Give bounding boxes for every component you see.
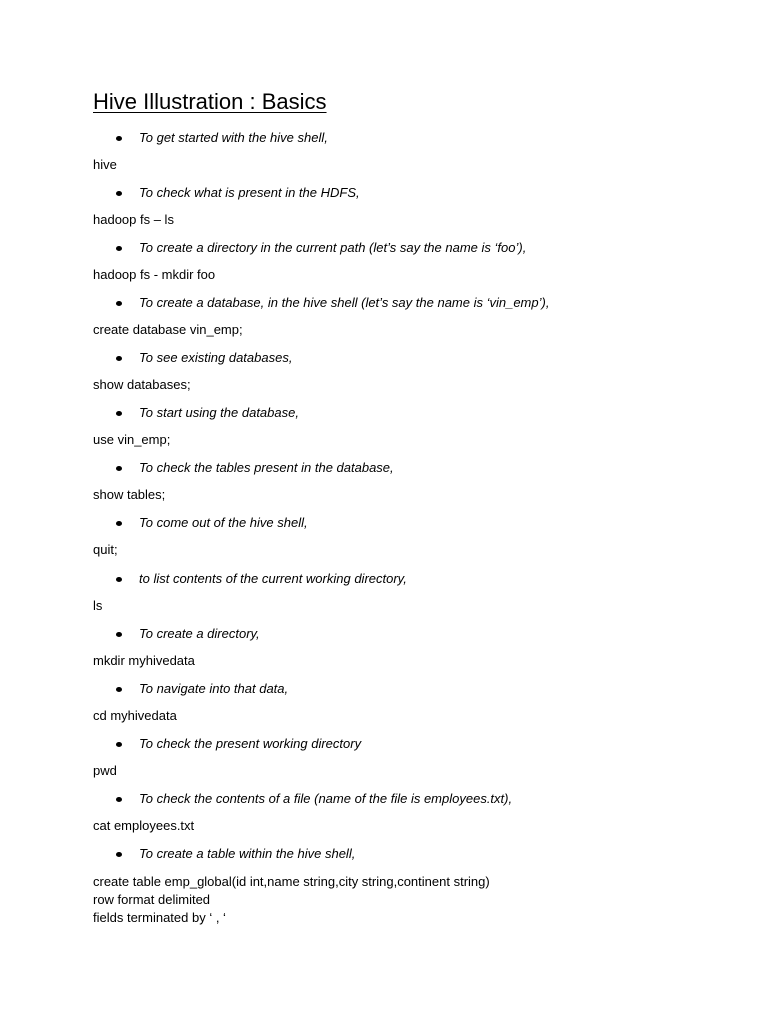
bullet-note <box>116 294 549 312</box>
bullet-icon <box>116 466 122 471</box>
bullet-note <box>116 349 292 367</box>
bullet-icon <box>116 191 122 196</box>
bullet-note <box>116 404 299 422</box>
command-line: create database vin_emp; <box>93 322 243 337</box>
bullet-note <box>116 680 288 698</box>
command-line: create table emp_global(id int,name string,city string,continent string) <box>93 874 490 889</box>
command-line: mkdir myhivedata <box>93 653 195 668</box>
bullet-icon <box>116 577 122 582</box>
note-text: To create a table within the hive shell, <box>139 846 356 861</box>
page-title: Hive Illustration : Basics <box>93 89 327 114</box>
bullet-icon <box>116 852 122 857</box>
bullet-icon <box>116 301 122 306</box>
note-text: To check the tables present in the database, <box>139 460 394 475</box>
command-line: show databases; <box>93 377 191 392</box>
bullet-icon <box>116 632 122 637</box>
note-text: To start using the database, <box>139 405 299 420</box>
note-text: To see existing databases, <box>139 350 293 365</box>
bullet-note <box>116 129 328 147</box>
bullet-note <box>116 845 355 863</box>
command-line: hadoop fs – ls <box>93 212 174 227</box>
command-line: show tables; <box>93 487 166 502</box>
note-text: to list contents of the current working directory, <box>139 571 407 586</box>
bullet-icon <box>116 797 122 802</box>
command-line: quit; <box>93 542 118 557</box>
command-line: cd myhivedata <box>93 708 177 723</box>
bullet-note <box>116 790 512 808</box>
note-text: To check the present working directory <box>139 736 362 751</box>
bullet-icon <box>116 742 122 747</box>
bullet-icon <box>116 687 122 692</box>
bullet-note <box>116 239 526 257</box>
command-line: ls <box>93 598 103 613</box>
bullet-note <box>116 735 361 753</box>
bullet-note <box>116 625 260 643</box>
note-text: To create a directory in the current path (let’s say the name is ‘foo’), <box>139 240 527 255</box>
command-line: hadoop fs - mkdir foo <box>93 267 216 282</box>
note-text: To check what is present in the HDFS, <box>139 185 360 200</box>
bullet-icon <box>116 246 122 251</box>
command-line: fields terminated by ‘ , ‘ <box>93 910 226 925</box>
bullet-note <box>116 570 407 588</box>
note-text: To create a database, in the hive shell (let’s say the name is ‘vin_emp’), <box>139 295 550 310</box>
bullet-icon <box>116 136 122 141</box>
bullet-icon <box>116 411 122 416</box>
bullet-note <box>116 514 308 532</box>
note-text: To get started with the hive shell, <box>139 130 328 145</box>
command-line: cat employees.txt <box>93 818 195 833</box>
note-text: To create a directory, <box>139 626 260 641</box>
note-text: To navigate into that data, <box>139 681 289 696</box>
note-text: To check the contents of a file (name of the file is employees.txt), <box>139 791 513 806</box>
command-line: pwd <box>93 763 117 778</box>
bullet-note <box>116 459 394 477</box>
note-text: To come out of the hive shell, <box>139 515 308 530</box>
bullet-note <box>116 184 360 202</box>
command-line: hive <box>93 157 117 172</box>
bullet-icon <box>116 356 122 361</box>
bullet-icon <box>116 521 122 526</box>
command-line: row format delimited <box>93 892 211 907</box>
command-line: use vin_emp; <box>93 432 171 447</box>
